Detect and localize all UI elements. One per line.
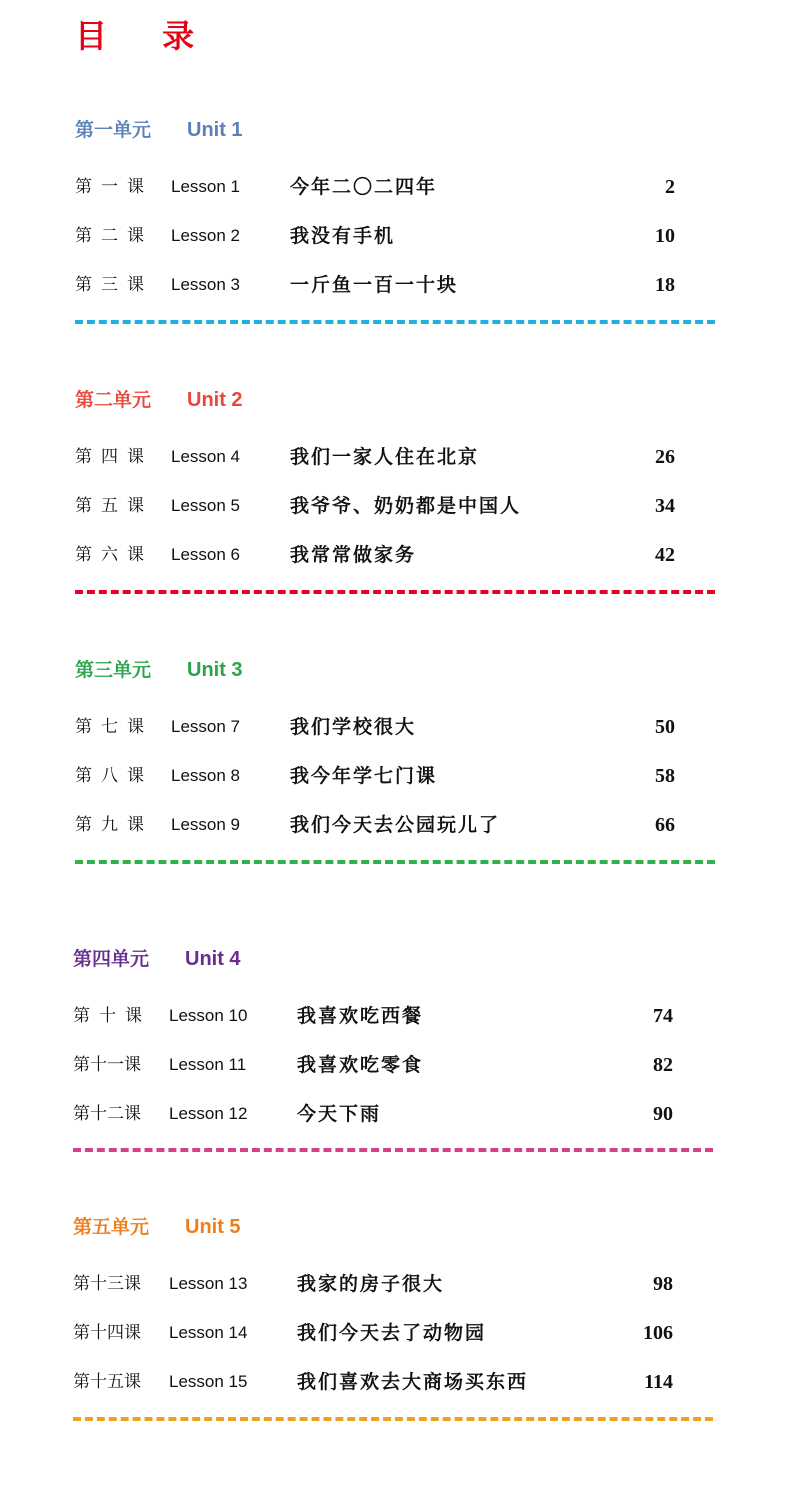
lesson-en: Lesson 11: [169, 1055, 247, 1074]
lesson-row[interactable]: [75, 172, 685, 202]
lesson-row[interactable]: [75, 491, 685, 521]
lesson-title: 我们一家人住在北京: [290, 446, 480, 468]
lesson-number: 第三课: [75, 275, 153, 295]
lesson-en: Lesson 12: [169, 1104, 248, 1123]
lesson-en: Lesson 2: [171, 226, 240, 245]
lesson-title: 我们学校很大: [290, 716, 417, 738]
dashed-divider: [73, 1417, 713, 1421]
lesson-en: Lesson 15: [169, 1372, 248, 1391]
unit-header: [75, 115, 243, 145]
lesson-row[interactable]: [75, 712, 685, 742]
unit-en-label: Unit 1: [187, 119, 243, 141]
lesson-page-number: 34: [655, 495, 675, 517]
unit-header: [75, 655, 243, 685]
dashed-divider: [75, 590, 715, 594]
unit-cn-label: 第五单元: [73, 1216, 150, 1238]
dashed-divider: [75, 860, 715, 864]
lesson-title: 我们今天去了动物园: [297, 1322, 487, 1344]
lesson-title: 一斤鱼一百一十块: [290, 274, 459, 296]
lesson-en: Lesson 14: [169, 1323, 248, 1342]
lesson-en: Lesson 3: [171, 275, 240, 294]
lesson-en: Lesson 9: [171, 815, 240, 834]
unit-header: [73, 1212, 241, 1242]
lesson-en: Lesson 6: [171, 545, 240, 564]
lesson-row[interactable]: [73, 1050, 683, 1080]
lesson-en: Lesson 4: [171, 447, 240, 466]
lesson-number: 第七课: [75, 717, 153, 737]
lesson-title: 我们喜欢去大商场买东西: [297, 1371, 529, 1393]
lesson-number: 第八课: [75, 766, 153, 786]
unit-en-label: Unit 3: [187, 659, 243, 681]
lesson-title: 我喜欢吃西餐: [297, 1005, 424, 1027]
lesson-en: Lesson 8: [171, 766, 240, 785]
lesson-en: Lesson 7: [171, 717, 240, 736]
lesson-page-number: 18: [655, 274, 675, 296]
lesson-page-number: 50: [655, 716, 675, 738]
lesson-row[interactable]: [73, 1269, 683, 1299]
lesson-en: Lesson 1: [171, 177, 240, 196]
lesson-title: 今天下雨: [297, 1103, 382, 1125]
unit-cn-label: 第二单元: [75, 389, 152, 411]
lesson-number: 第十二课: [73, 1104, 141, 1124]
lesson-row[interactable]: [75, 442, 685, 472]
lesson-number: 第五课: [75, 496, 153, 516]
lesson-row[interactable]: [75, 810, 685, 840]
lesson-row[interactable]: [75, 221, 685, 251]
lesson-title: 我家的房子很大: [297, 1273, 445, 1295]
lesson-title: 我今年学七门课: [290, 765, 438, 787]
lesson-number: 第十三课: [73, 1274, 141, 1294]
lesson-row[interactable]: [73, 1001, 683, 1031]
lesson-number: 第六课: [75, 545, 153, 565]
lesson-row[interactable]: [73, 1099, 683, 1129]
lesson-title: 我常常做家务: [290, 544, 417, 566]
lesson-page-number: 66: [655, 814, 675, 836]
unit-en-label: Unit 4: [185, 948, 241, 970]
lesson-number: 第九课: [75, 815, 153, 835]
lesson-page-number: 42: [655, 544, 675, 566]
lesson-page-number: 74: [653, 1005, 673, 1027]
lesson-title: 我没有手机: [290, 225, 396, 247]
lesson-row[interactable]: [73, 1318, 683, 1348]
lesson-number: 第十课: [73, 1006, 151, 1026]
lesson-number: 第十五课: [73, 1372, 141, 1392]
unit-en-label: Unit 5: [185, 1216, 241, 1238]
lesson-en: Lesson 5: [171, 496, 240, 515]
lesson-page-number: 2: [665, 176, 675, 198]
lesson-title: 我爷爷、奶奶都是中国人: [290, 495, 522, 517]
lesson-number: 第四课: [75, 447, 153, 467]
lesson-number: 第一课: [75, 177, 153, 197]
lesson-title: 我们今天去公园玩儿了: [290, 814, 501, 836]
lesson-page-number: 98: [653, 1273, 673, 1295]
lesson-row[interactable]: [75, 540, 685, 570]
unit-cn-label: 第一单元: [75, 119, 152, 141]
unit-en-label: Unit 2: [187, 389, 243, 411]
dashed-divider: [75, 320, 715, 324]
lesson-number: 第十四课: [73, 1323, 141, 1343]
lesson-page-number: 58: [655, 765, 675, 787]
page-title: 目 录: [75, 17, 217, 55]
lesson-row[interactable]: [73, 1367, 683, 1397]
unit-header: [73, 944, 241, 974]
lesson-en: Lesson 13: [169, 1274, 248, 1293]
lesson-page-number: 26: [655, 446, 675, 468]
lesson-page-number: 90: [653, 1103, 673, 1125]
lesson-row[interactable]: [75, 270, 685, 300]
lesson-title: 我喜欢吃零食: [297, 1054, 424, 1076]
lesson-page-number: 82: [653, 1054, 673, 1076]
lesson-page-number: 114: [644, 1371, 673, 1393]
lesson-page-number: 10: [655, 225, 675, 247]
lesson-number: 第二课: [75, 226, 153, 246]
unit-cn-label: 第三单元: [75, 659, 152, 681]
unit-header: [75, 385, 243, 415]
lesson-page-number: 106: [643, 1322, 673, 1344]
lesson-title: 今年二〇二四年: [290, 176, 438, 198]
dashed-divider: [73, 1148, 713, 1152]
unit-cn-label: 第四单元: [73, 948, 150, 970]
lesson-number: 第十一课: [73, 1055, 141, 1075]
lesson-row[interactable]: [75, 761, 685, 791]
lesson-en: Lesson 10: [169, 1006, 248, 1025]
